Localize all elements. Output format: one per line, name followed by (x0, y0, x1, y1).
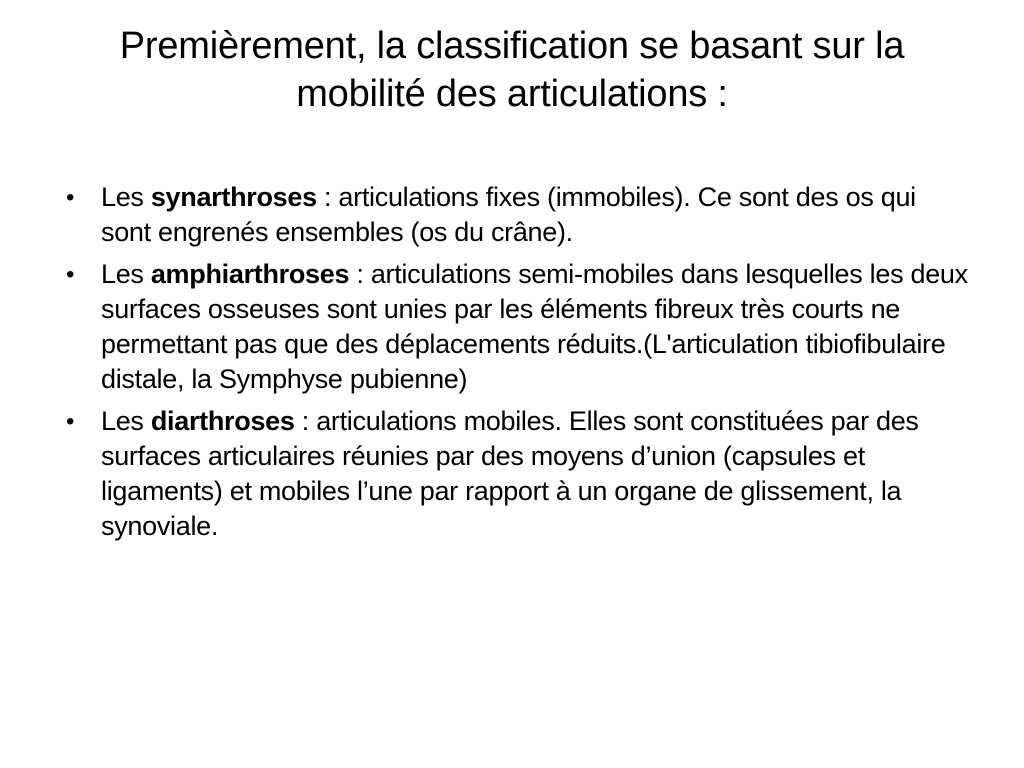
slide-title: Premièrement, la classification se basant sur la mobilité des articulations : (119, 25, 905, 115)
bullet-item-synarthroses (60, 180, 970, 250)
bullet-prefix: Les (101, 406, 151, 436)
bullet-prefix: Les (101, 259, 151, 289)
bullet-term: synarthroses (150, 182, 317, 212)
bullet-item-amphiarthroses (60, 257, 970, 397)
bullet-term: diarthroses (150, 406, 295, 436)
bullet-term: amphiarthroses (150, 259, 350, 289)
bullet-icon: • (66, 184, 75, 211)
bullet-icon: • (66, 408, 75, 435)
bullet-item-diarthroses (60, 404, 970, 544)
bullet-text: : articulations fixes (immobiles). Ce sont des os qui sont engrenés ensembles (os du crâne). (101, 182, 916, 247)
bullet-text: : articulations semi-mobiles dans lesquelles les deux surfaces osseuses sont unies par les éléments fibreux très courts ne permettant pas que des déplacements réduits.(L'articulation tibiofibulaire distale, la Symphyse pubienne) (101, 259, 968, 394)
bullet-prefix: Les (101, 182, 151, 212)
bullet-icon: • (66, 261, 75, 288)
bullet-list (60, 180, 970, 551)
bullet-text: : articulations mobiles. Elles sont constituées par des surfaces articulaires réunies par des moyens d’union (capsules et ligaments) et mobiles l’une par rapport à un organe de glissement, la synoviale. (101, 406, 919, 541)
